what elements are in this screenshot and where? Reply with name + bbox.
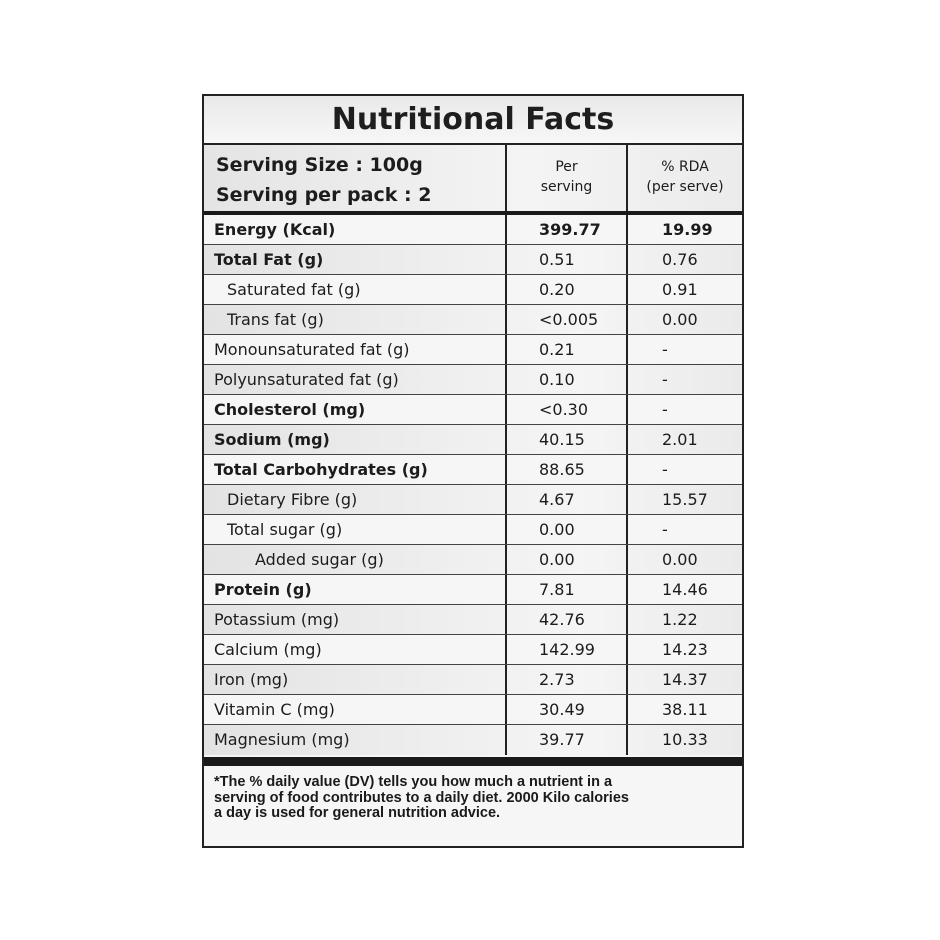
rda-value: 14.23 [662,640,708,659]
per-serving-value: 88.65 [507,455,628,484]
per-serving-value: 0.00 [507,515,628,544]
table-row [204,365,742,395]
rda-value: 10.33 [662,730,708,749]
table-row [204,665,742,695]
nutrient-name: Iron (mg) [204,665,507,694]
table-row [204,695,742,725]
table-row [204,635,742,665]
per-serving-value: 7.81 [507,575,628,604]
nutrient-table [204,215,742,755]
table-row [204,215,742,245]
rda-value: - [662,460,668,479]
nutrient-name: Trans fat (g) [204,305,507,334]
per-serving-value: 0.10 [507,365,628,394]
nutrient-name: Total sugar (g) [204,515,507,544]
label-title: Nutritional Facts [204,96,742,145]
per-serving-value: 4.67 [507,485,628,514]
per-serving-header-line1: Per [555,159,578,175]
nutrient-name: Monounsaturated fat (g) [204,335,507,364]
table-row [204,545,742,575]
rda-value: - [662,520,668,539]
table-row [204,395,742,425]
table-row [204,575,742,605]
nutrient-name: Cholesterol (mg) [204,395,507,424]
table-row [204,335,742,365]
per-serving-value: 142.99 [507,635,628,664]
per-serving-header [507,145,628,211]
table-row [204,725,742,755]
rda-header-line1: % RDA [661,159,709,175]
per-serving-header-line2: serving [540,179,593,195]
rda-value: 14.46 [662,580,708,599]
table-row [204,485,742,515]
serving-per-pack: Serving per pack : 2 [216,184,432,206]
rda-header-line2: (per serve) [646,179,724,195]
serving-header [204,145,742,211]
footnote [204,766,742,822]
rda-header [628,145,742,211]
table-row [204,455,742,485]
rda-value: 19.99 [662,220,713,239]
per-serving-value: 2.73 [507,665,628,694]
nutrient-name: Dietary Fibre (g) [204,485,507,514]
per-serving-value: 42.76 [507,605,628,634]
per-serving-value: <0.30 [507,395,628,424]
serving-info [204,145,507,211]
table-row [204,425,742,455]
nutrient-name: Potassium (mg) [204,605,507,634]
nutrient-name: Sodium (mg) [204,425,507,454]
nutrient-name: Total Carbohydrates (g) [204,455,507,484]
per-serving-value: 30.49 [507,695,628,724]
rda-value: 0.91 [662,280,698,299]
footer-divider [204,757,742,766]
footnote-line: serving of food contributes to a daily diet. 2000 Kilo calories [214,789,629,806]
rda-value: 0.00 [662,550,698,569]
table-row [204,275,742,305]
nutrient-name: Magnesium (mg) [204,725,507,755]
rda-value: - [662,370,668,389]
table-row [204,305,742,335]
nutrition-facts-label [202,94,744,848]
nutrient-name: Vitamin C (mg) [204,695,507,724]
per-serving-value: 39.77 [507,725,628,755]
per-serving-value: 0.51 [507,245,628,274]
nutrient-name: Saturated fat (g) [204,275,507,304]
nutrient-name: Polyunsaturated fat (g) [204,365,507,394]
per-serving-value: 0.21 [507,335,628,364]
per-serving-value: 0.20 [507,275,628,304]
per-serving-value: <0.005 [507,305,628,334]
rda-value: - [662,340,668,359]
nutrient-name: Protein (g) [204,575,507,604]
table-row [204,605,742,635]
nutrient-name: Energy (Kcal) [204,215,507,244]
per-serving-value: 0.00 [507,545,628,574]
rda-value: 0.76 [662,250,698,269]
rda-value: 15.57 [662,490,708,509]
footnote-line: a day is used for general nutrition advice. [214,805,501,821]
rda-value: 2.01 [662,430,698,449]
rda-value: 38.11 [662,700,708,719]
serving-size: Serving Size : 100g [216,154,423,176]
footnote-line: *The % daily value (DV) tells you how much a nutrient in a [214,774,613,790]
per-serving-value: 40.15 [507,425,628,454]
rda-value: - [662,400,668,419]
nutrient-name: Added sugar (g) [204,545,507,574]
per-serving-value: 399.77 [507,215,628,244]
rda-value: 14.37 [662,670,708,689]
table-row [204,245,742,275]
nutrient-name: Calcium (mg) [204,635,507,664]
rda-value: 1.22 [662,610,698,629]
table-row [204,515,742,545]
rda-value: 0.00 [662,310,698,329]
nutrient-name: Total Fat (g) [204,245,507,274]
